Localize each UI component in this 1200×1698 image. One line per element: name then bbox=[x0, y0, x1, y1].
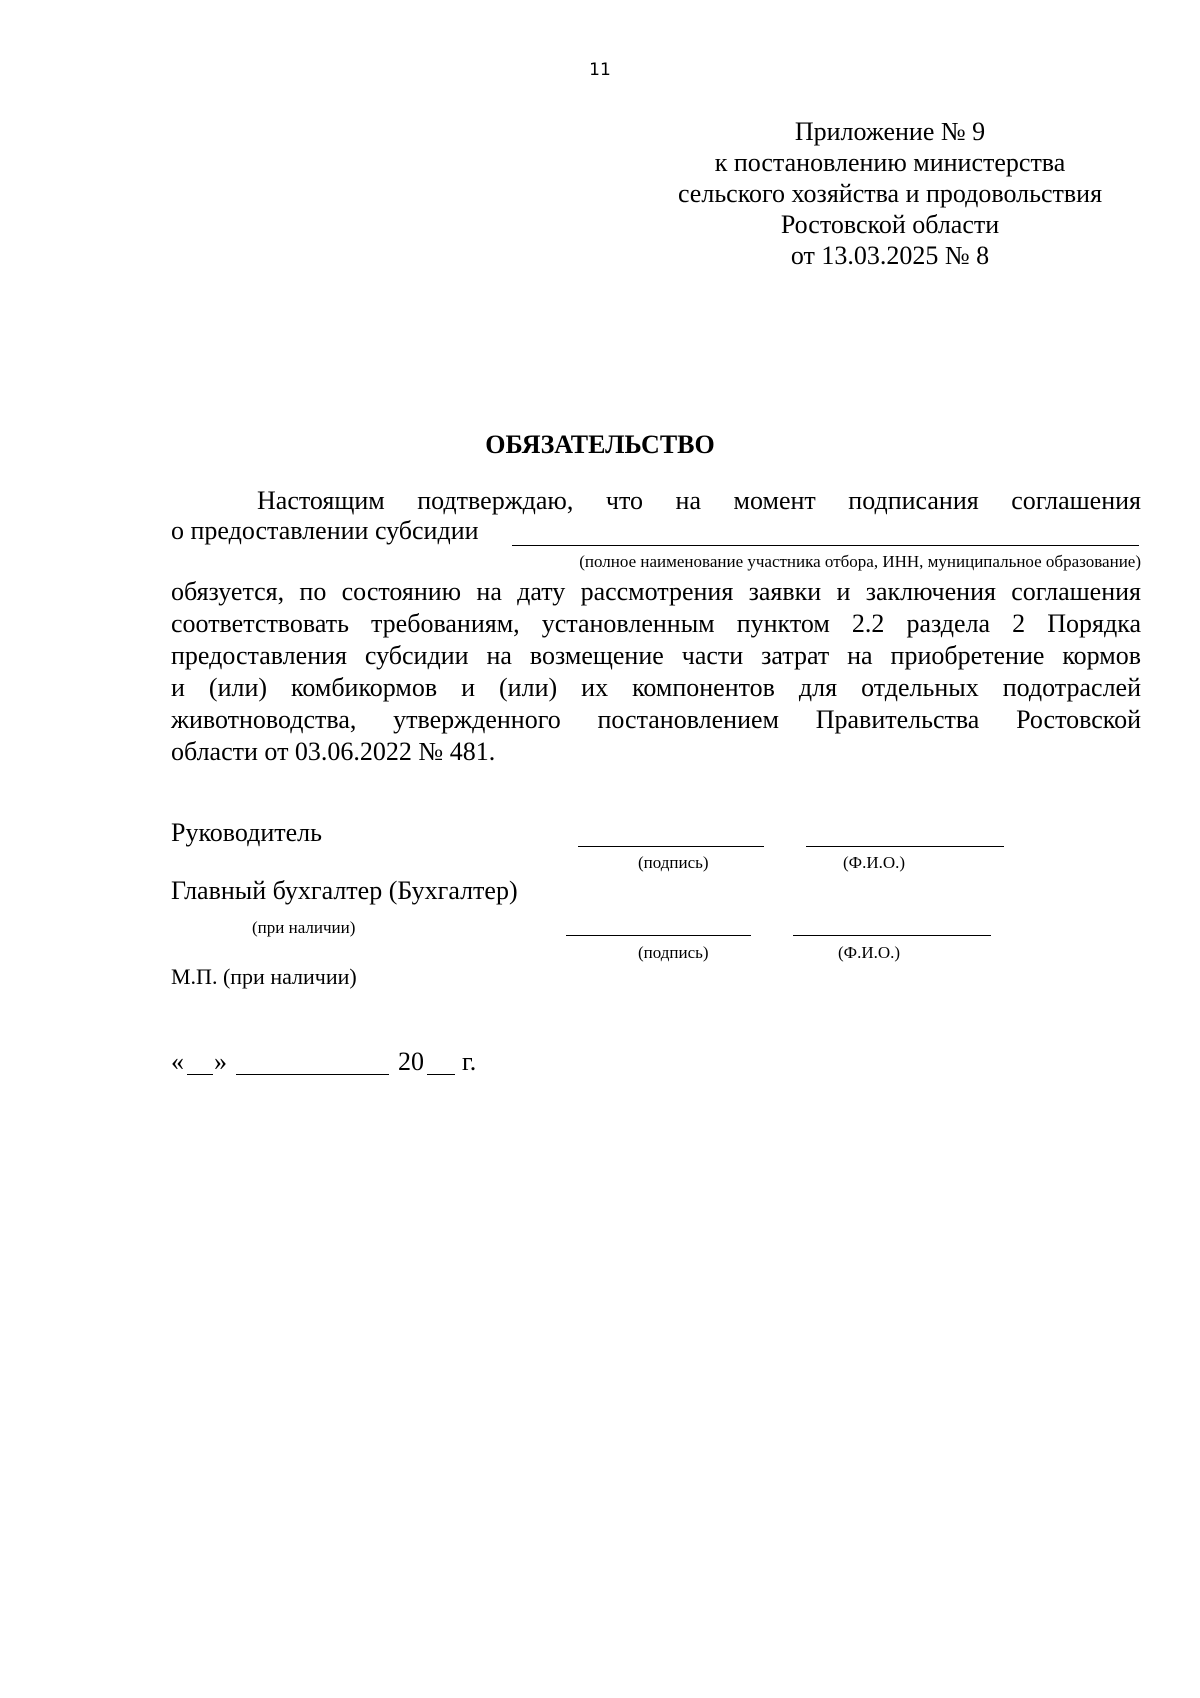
head-name-blank[interactable] bbox=[806, 846, 1004, 847]
accountant-signature-blank[interactable] bbox=[566, 935, 751, 936]
date-close-quote: » bbox=[214, 1047, 227, 1076]
signature-caption: (подпись) bbox=[638, 853, 709, 872]
document-title: ОБЯЗАТЕЛЬСТВО bbox=[485, 430, 715, 459]
if-any-caption: (при наличии) bbox=[252, 918, 356, 937]
date-year-suffix: г. bbox=[462, 1047, 477, 1076]
date-open-quote: « bbox=[171, 1047, 184, 1076]
name-caption: (Ф.И.О.) bbox=[843, 853, 906, 872]
appendix-line: к постановлению министерства bbox=[714, 148, 1066, 177]
paragraph-line: соответствовать требованиям, установленным пунктом 2.2 раздела 2 Порядка bbox=[171, 609, 1141, 638]
paragraph-line: животноводства, утвержденного постановлением Правительства Ростовской bbox=[171, 705, 1141, 734]
appendix-line: Приложение № 9 bbox=[794, 117, 986, 146]
chief-accountant-label: Главный бухгалтер (Бухгалтер) bbox=[171, 876, 518, 905]
appendix-line: от 13.03.2025 № 8 bbox=[790, 241, 990, 270]
paragraph-line: обязуется, по состоянию на дату рассмотрения заявки и заключения соглашения bbox=[171, 577, 1141, 606]
paragraph-last-line: области от 03.06.2022 № 481. bbox=[171, 737, 496, 766]
appendix-line: сельского хозяйства и продовольствия bbox=[677, 179, 1103, 208]
paragraph-line: и (или) комбикормов и (или) их компонентов для отдельных подотраслей bbox=[171, 673, 1141, 702]
date-month-blank[interactable] bbox=[236, 1074, 389, 1075]
date-day-blank[interactable] bbox=[187, 1074, 213, 1075]
appendix-header bbox=[620, 116, 1160, 271]
participant-name-blank[interactable] bbox=[512, 545, 1139, 546]
paragraph-line: предоставления субсидии на возмещение части затрат на приобретение кормов bbox=[171, 641, 1141, 670]
date-year-blank[interactable] bbox=[427, 1074, 455, 1075]
date-year-prefix: 20 bbox=[398, 1047, 424, 1076]
appendix-line: Ростовской области bbox=[780, 210, 1000, 239]
head-label: Руководитель bbox=[171, 818, 322, 847]
paragraph-line: Настоящим подтверждаю, что на момент подписания соглашения bbox=[257, 486, 1141, 515]
page-number: 11 bbox=[589, 60, 611, 80]
signature-caption: (подпись) bbox=[638, 943, 709, 962]
head-signature-blank[interactable] bbox=[578, 846, 764, 847]
participant-caption: (полное наименование участника отбора, ИНН, муниципальное образование) bbox=[579, 552, 1141, 571]
accountant-name-blank[interactable] bbox=[793, 935, 991, 936]
name-caption: (Ф.И.О.) bbox=[838, 943, 901, 962]
subsidy-label: о предоставлении субсидии bbox=[171, 516, 479, 545]
stamp-label: М.П. (при наличии) bbox=[171, 964, 357, 989]
